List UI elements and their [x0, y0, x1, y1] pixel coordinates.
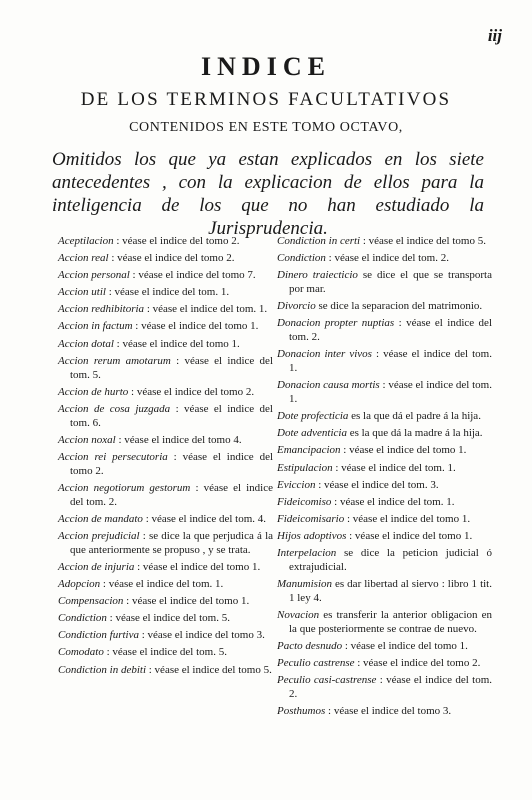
index-definition: : véase el indice del tom. 1. — [331, 495, 455, 508]
index-entry — [58, 338, 273, 352]
index-entry — [277, 300, 492, 314]
index-entry — [58, 612, 273, 626]
index-term: Eviccion — [277, 478, 316, 491]
index-entry — [58, 269, 273, 283]
index-entry — [277, 317, 492, 345]
index-term: Dinero traiecticio — [277, 269, 358, 282]
index-definition: : véase el indice del tomo 1. — [340, 444, 467, 457]
index-entry — [277, 427, 492, 441]
index-definition: : véase el indice del tomo 2. — [70, 450, 274, 477]
index-definition: : véase el indice del tom. 2. — [289, 317, 492, 344]
index-term: Accion rei persecutoria — [58, 450, 168, 463]
index-term: Dote profecticia — [277, 410, 349, 423]
index-definition: : véase el indice del tomo 2. — [108, 252, 235, 265]
index-definition: : véase el indice del tomo 1. — [123, 595, 250, 608]
index-definition: : véase el indice del tomo 1. — [113, 337, 240, 350]
index-entry — [58, 403, 273, 431]
index-term: Estipulacion — [277, 461, 333, 474]
page-title: INDICE — [201, 52, 331, 81]
index-term: Condiction furtiva — [58, 629, 139, 642]
index-definition: : véase el indice del tomo 1. — [134, 560, 261, 573]
index-term: Condiction — [58, 612, 107, 625]
index-entry — [277, 657, 492, 671]
index-definition: es la que dá la madre á la hija. — [346, 427, 483, 440]
index-entry — [277, 513, 492, 527]
page-subtitle: DE LOS TERMINOS FACULTATIVOS — [80, 89, 452, 110]
index-entry — [277, 547, 492, 575]
index-entry — [58, 646, 273, 660]
index-definition: : véase el indice del tomo 5. — [360, 235, 486, 247]
index-entry — [58, 451, 273, 479]
index-entry — [58, 513, 273, 527]
index-term: Accion negotiorum gestorum — [58, 481, 191, 494]
index-entry — [277, 379, 492, 407]
index-term: Accion rerum amotarum — [58, 354, 171, 367]
index-term: Divorcio — [277, 300, 316, 313]
index-entry — [277, 462, 492, 476]
index-term: Accion de cosa juzgada — [58, 402, 171, 415]
index-definition: : véase el indice del tom. 5. — [103, 646, 227, 659]
index-term: Condiction in debiti — [58, 663, 146, 676]
intro-paragraph: Omitidos los que ya estan explicados en los siete antecedentes , con la explicacion de ellos para la inteligencia de los que no han estudiado la Jurisprudencia. — [52, 149, 484, 239]
index-definition: : véase el indice del tomo 7. — [129, 269, 256, 282]
index-entry — [58, 235, 273, 249]
index-term: Accion de injuria — [58, 560, 135, 573]
index-term: Condiction in certi — [277, 235, 361, 247]
index-entry — [58, 664, 273, 678]
index-definition: : véase el indice del tom. 2. — [70, 481, 273, 508]
index-term: Pacto desnudo — [277, 640, 343, 653]
index-term: Peculio castrense — [277, 657, 355, 670]
index-term: Accion real — [58, 252, 109, 265]
index-definition: : véase el indice del tom. 1. — [289, 379, 492, 406]
index-term: Fideicomisario — [277, 512, 345, 525]
index-column-left — [58, 235, 273, 681]
index-term: Adopcion — [58, 578, 101, 591]
index-term: Accion util — [58, 286, 106, 299]
index-entry — [58, 482, 273, 510]
index-definition: : véase el indice del tom. 2. — [325, 252, 449, 265]
index-entry — [58, 386, 273, 400]
index-definition: : véase el indice del tom. 5. — [70, 354, 273, 381]
index-entry — [277, 578, 492, 606]
index-definition: : véase el indice del tom. 4. — [142, 512, 267, 525]
index-entry — [277, 410, 492, 424]
index-term: Peculio casi-castrense — [277, 674, 377, 687]
index-entry — [277, 640, 492, 654]
index-term: Emancipacion — [277, 444, 341, 457]
index-entry — [277, 252, 492, 266]
index-term: Accion personal — [58, 269, 130, 282]
index-definition: : véase el indice del tomo 2. — [354, 657, 481, 670]
index-term: Interpelacion — [277, 547, 337, 560]
index-term: Accion de mandato — [58, 512, 143, 525]
index-term: Comodato — [58, 646, 104, 659]
index-definition: : véase el indice del tomo 5. — [146, 663, 272, 676]
index-definition: : véase el indice del tom. 1. — [144, 303, 268, 316]
index-definition: : véase el indice del tomo 1. — [344, 512, 471, 525]
index-entry — [277, 269, 492, 297]
index-definition: : véase el indice del tom. 1. — [100, 578, 224, 591]
index-entry — [277, 674, 492, 702]
index-definition: : véase el indice del tomo 1. — [342, 640, 468, 653]
index-term: Donacion propter nuptias — [277, 317, 395, 330]
index-entry — [58, 320, 273, 334]
index-entry — [58, 355, 273, 383]
index-column-right — [277, 235, 492, 722]
index-entry — [58, 252, 273, 266]
index-term: Hijos adoptivos — [277, 529, 347, 542]
index-definition: : véase el indice del tomo 2. — [128, 385, 255, 398]
index-definition: es dar libertad al siervo : libro 1 tit. 1 ley 4. — [289, 578, 492, 604]
index-definition: : véase el indice del tomo 2. — [113, 235, 240, 247]
index-definition: : véase el indice del tom. 1. — [332, 461, 456, 474]
index-term: Accion in factum — [58, 320, 133, 333]
index-definition: se dice la separacion del matrimonio. — [315, 300, 483, 313]
index-entry — [58, 434, 273, 448]
index-entry — [58, 629, 273, 643]
index-definition: : véase el indice del tomo 1. — [132, 320, 259, 333]
index-term: Accion prejudicial — [58, 529, 140, 542]
index-definition: : véase el indice del tom. 6. — [70, 402, 273, 429]
index-definition: : véase el indice del tom. 3. — [315, 478, 439, 491]
index-term: Manumision — [277, 578, 332, 591]
index-entry — [277, 479, 492, 493]
index-definition: : véase el indice del tomo 4. — [115, 433, 242, 446]
index-term: Dote adventicia — [277, 427, 347, 440]
index-definition: : véase el indice del tomo 3. — [138, 629, 265, 642]
index-definition: : véase el indice del tom. 1. — [105, 286, 230, 299]
index-definition: : véase el indice del tom. 1. — [289, 348, 492, 375]
index-term: Compensacion — [58, 595, 124, 608]
index-term: Donacion inter vivos — [277, 348, 372, 361]
index-entry — [277, 705, 492, 719]
index-definition: es la que dá el padre á la hija. — [348, 410, 481, 423]
index-definition: : véase el indice del tom. 2. — [289, 674, 492, 701]
page-subtitle-secondary: CONTENIDOS EN ESTE TOMO OCTAVO, — [129, 120, 403, 135]
index-entry — [58, 578, 273, 592]
index-entry — [277, 348, 492, 376]
index-definition: se dice la peticion judicial ó extrajudicial. — [289, 547, 492, 573]
index-definition: es transferir la anterior obligacion en la que posteriormente se contrae de nuevo. — [289, 609, 492, 635]
index-entry — [277, 235, 492, 249]
index-entry — [58, 303, 273, 317]
index-entry — [58, 530, 273, 558]
page-number: iij — [487, 26, 502, 45]
index-term: Accion de hurto — [58, 385, 129, 398]
index-definition: : véase el indice del tom. 5. — [106, 612, 230, 625]
index-entry — [277, 530, 492, 544]
index-definition: : véase el indice del tomo 1. — [346, 529, 473, 542]
index-term: Accion redhibitoria — [58, 303, 145, 316]
index-term: Fideicomiso — [277, 495, 332, 508]
index-term: Aceptilacion — [58, 235, 114, 247]
index-entry — [58, 561, 273, 575]
index-entry — [277, 496, 492, 510]
index-definition: se dice el que se transporta por mar. — [289, 269, 492, 296]
index-entry — [277, 609, 492, 637]
index-term: Accion noxal — [58, 433, 116, 446]
index-term: Condiction — [277, 252, 326, 265]
index-definition: : se dice la que perjudica á la que anteriormente se propuso , y se trata. — [70, 529, 274, 556]
index-term: Accion dotal — [58, 337, 114, 350]
index-term: Donacion causa mortis — [277, 379, 380, 392]
index-definition: : véase el indice del tomo 3. — [325, 705, 452, 718]
index-term: Novacion — [277, 609, 320, 622]
index-entry — [58, 286, 273, 300]
index-term: Posthumos — [277, 705, 326, 718]
index-entry — [58, 595, 273, 609]
index-entry — [277, 444, 492, 458]
